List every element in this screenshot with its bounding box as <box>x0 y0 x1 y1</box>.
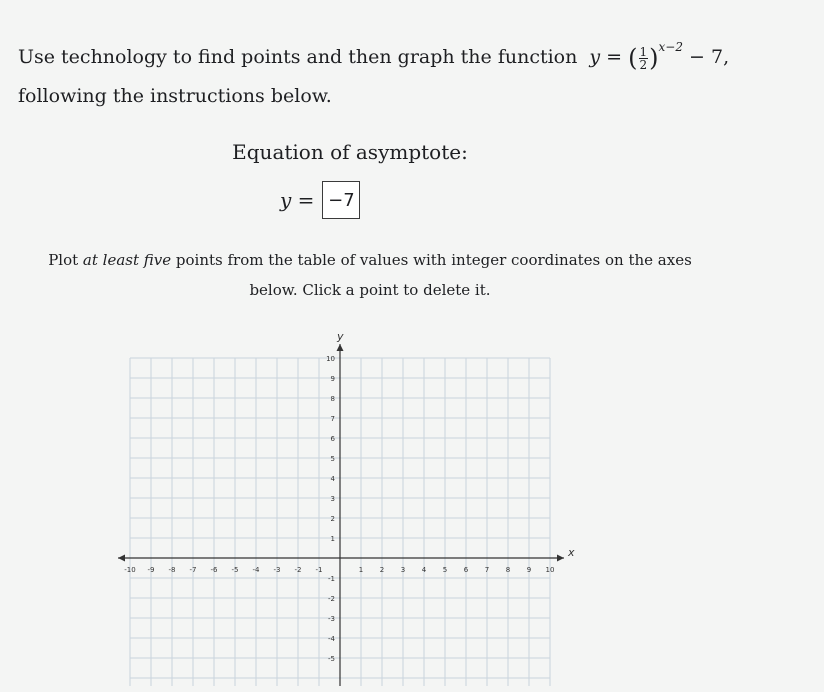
x-axis-arrow-left <box>118 555 125 562</box>
y-tick-label: 10 <box>326 355 335 363</box>
x-tick-label: 6 <box>463 566 469 574</box>
base-fraction <box>639 46 649 71</box>
x-tick-label: -6 <box>210 566 218 574</box>
y-tick-label: -1 <box>328 575 335 583</box>
x-axis-arrow-right <box>557 555 564 562</box>
y-tick-label: 2 <box>330 515 335 523</box>
x-tick-label: -5 <box>231 566 239 574</box>
x-tick-label: 9 <box>526 566 532 574</box>
prompt-text-start: Use technology to find points and then graph the function <box>18 46 578 68</box>
y-axis-arrow-up <box>337 344 344 351</box>
y-tick-label: 1 <box>330 535 335 543</box>
asymptote-answer-input[interactable]: −7 <box>322 181 360 219</box>
asymptote-heading: Equation of asymptote: <box>232 140 468 164</box>
instructions-emphasis: at least five <box>82 251 172 269</box>
x-tick-label: -3 <box>273 566 281 574</box>
y-tick-label: 3 <box>330 495 335 503</box>
x-tick-label: -9 <box>147 566 155 574</box>
x-tick-label: 4 <box>421 566 427 574</box>
coordinate-grid[interactable] <box>110 308 600 692</box>
x-tick-label: -7 <box>189 566 197 574</box>
x-tick-label: 10 <box>545 566 555 574</box>
x-tick-label: -8 <box>168 566 176 574</box>
y-tick-label: 4 <box>330 475 335 483</box>
y-tick-label: 7 <box>330 415 335 423</box>
y-tick-label: 8 <box>330 395 335 403</box>
y-tick-label: 5 <box>330 455 335 463</box>
y-tick-label: -5 <box>328 655 335 663</box>
y-axis-label: y <box>337 330 344 343</box>
y-tick-label: 6 <box>330 435 335 443</box>
plot-instructions <box>40 245 700 305</box>
paren-close: ) <box>649 44 659 72</box>
x-tick-label: -2 <box>294 566 302 574</box>
function-rhs: − 7, <box>683 46 730 68</box>
base-denominator: 2 <box>639 57 648 72</box>
x-tick-label: -10 <box>124 566 136 574</box>
function-lhs: y = <box>589 46 629 68</box>
function-expression <box>589 40 730 72</box>
x-tick-label: 8 <box>505 566 511 574</box>
x-tick-label: 1 <box>358 566 364 574</box>
x-tick-label: 5 <box>442 566 448 574</box>
x-tick-labels <box>124 566 554 574</box>
y-tick-label: -2 <box>328 595 335 603</box>
asymptote-row <box>280 180 360 220</box>
x-tick-label: 3 <box>400 566 406 574</box>
x-tick-label: 7 <box>484 566 490 574</box>
function-exponent: x−2 <box>658 40 683 54</box>
instructions-part3: points from the table of values with integer coordinates on the axes below. Click a point to delete it. <box>171 251 692 299</box>
x-axis-label: x <box>568 546 575 559</box>
y-tick-labels <box>326 355 335 663</box>
y-tick-label: -3 <box>328 615 335 623</box>
instructions-part1: Plot <box>48 251 83 269</box>
y-tick-label: 9 <box>330 375 335 383</box>
x-tick-label: 2 <box>379 566 385 574</box>
x-tick-label: -4 <box>252 566 260 574</box>
x-tick-label: -1 <box>315 566 323 574</box>
axes <box>118 344 564 686</box>
asymptote-label: y = <box>280 188 315 212</box>
prompt-text-end: following the instructions below. <box>18 85 332 107</box>
problem-prompt <box>18 28 808 115</box>
paren-open: ( <box>628 44 638 72</box>
base-numerator: 1 <box>639 44 648 59</box>
y-tick-label: -4 <box>328 635 335 643</box>
